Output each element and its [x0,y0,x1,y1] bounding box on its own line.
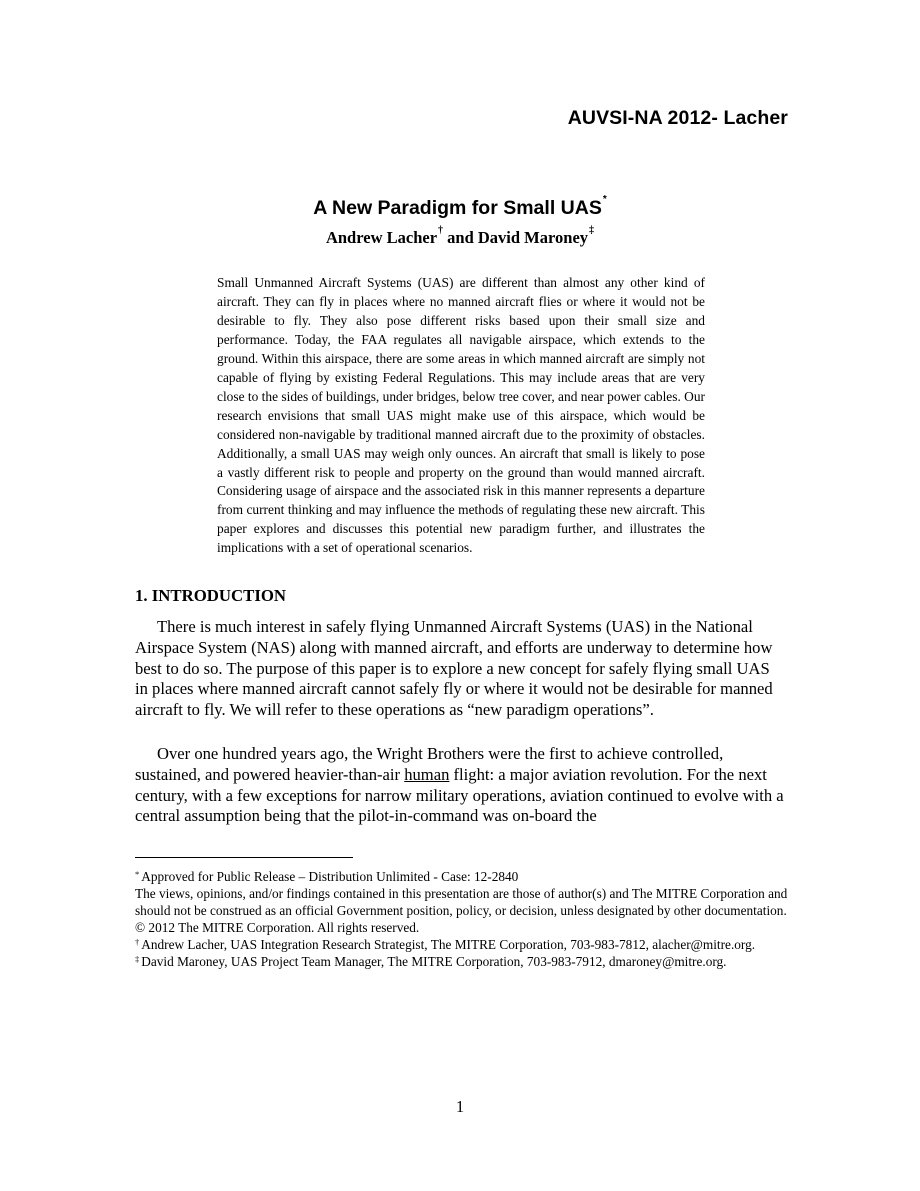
title-footnote-marker: * [602,194,607,205]
author-2: David Maroney [477,228,589,247]
footnote-3-marker: ‡ [135,954,140,965]
abstract: Small Unmanned Aircraft Systems (UAS) are different than almost any other kind of aircraft. They can fly in places where no manned aircraft flies or where it would not be desirable to fly. They also pose different risks based upon their small size and performance. Today, the FAA regulates all navigable airspace, which extends to the ground. Within this airspace, there are some areas in which manned aircraft are simply not capable of flying by existing Federal Regulations. This may include areas that are very close to the sides of buildings, under bridges, below tree cover, and near power cables. Our research envisions that small UAS might make use of this airspace, which would be considered non-navigable by traditional manned aircraft due to the proximity of obstacles. Additionally, a small UAS may weigh only ounces. An aircraft that small is likely to pose a vastly different risk to people and property on the ground than would manned aircraft. Considering usage of airspace and the associated risk in this manner represents a departure from current thinking and may influence the methods of regulating these new aircraft. This paper explores and discusses this potential new paradigm further, and illustrates the implications with a set of operational scenarios. [217,275,705,556]
footnote-3: ‡ David Maroney, UAS Project Team Manager, The MITRE Corporation, 703-983-7912, dmaroney@mitre.org. [135,954,727,970]
underlined-word: human [404,764,450,784]
footnote-2-marker: † [135,937,140,948]
footnote-1-approval: * Approved for Public Release – Distribution Unlimited - Case: 12-2840 [135,869,519,884]
footnote-1-disclaimer: The views, opinions, and/or findings contained in this presentation are those of author(s) and The MITRE Corporation and should not be construed as an official Government position, policy, or decision, unless designated by other documentation. © 2012 The MITRE Corporation. All rights reserved. [135,886,788,936]
intro-paragraph-2-end: flight: a major aviation revolution. For the next century, with a few exceptions for narrow military operations, aviation continued to evolve with a central assumption being that the pilot-in-command was on-board the [135,764,784,826]
intro-paragraph-2 [135,744,785,827]
author-1: Andrew Lacher [325,228,438,247]
paper-title [0,194,920,220]
author-1-footnote-marker: † [438,225,444,236]
footnotes [135,868,795,971]
intro-paragraph-1: There is much interest in safely flying Unmanned Aircraft Systems (UAS) in the National Airspace System (NAS) along with manned aircraft, and efforts are underway to determine how best to do so. The purpose of this paper is to explore a new concept for safely flying small UAS in places where manned aircraft cannot safely fly or where it would not be desirable for manned aircraft to fly. We will refer to these operations as “new paradigm operations”. [135,617,773,720]
intro-paragraph-2-start: Over one hundred years ago, the Wright Brothers were the first to achieve controlled, sustained, and powered heavier-than-air [135,744,724,784]
author-2-footnote-marker: ‡ [589,225,595,236]
footnote-separator [135,857,353,858]
section-heading-introduction: 1. INTRODUCTION [135,586,287,605]
page-number: 1 [455,1097,465,1116]
footnote-1-marker: * [135,869,140,879]
author-line [0,225,920,248]
author-conjunction: and [443,228,478,247]
paper-title-text: A New Paradigm for Small UAS [313,197,602,219]
running-header: AUVSI-NA 2012- Lacher [567,107,788,129]
footnote-2: † Andrew Lacher, UAS Integration Research Strategist, The MITRE Corporation, 703-983-7812, alacher@mitre.org. [135,937,756,953]
